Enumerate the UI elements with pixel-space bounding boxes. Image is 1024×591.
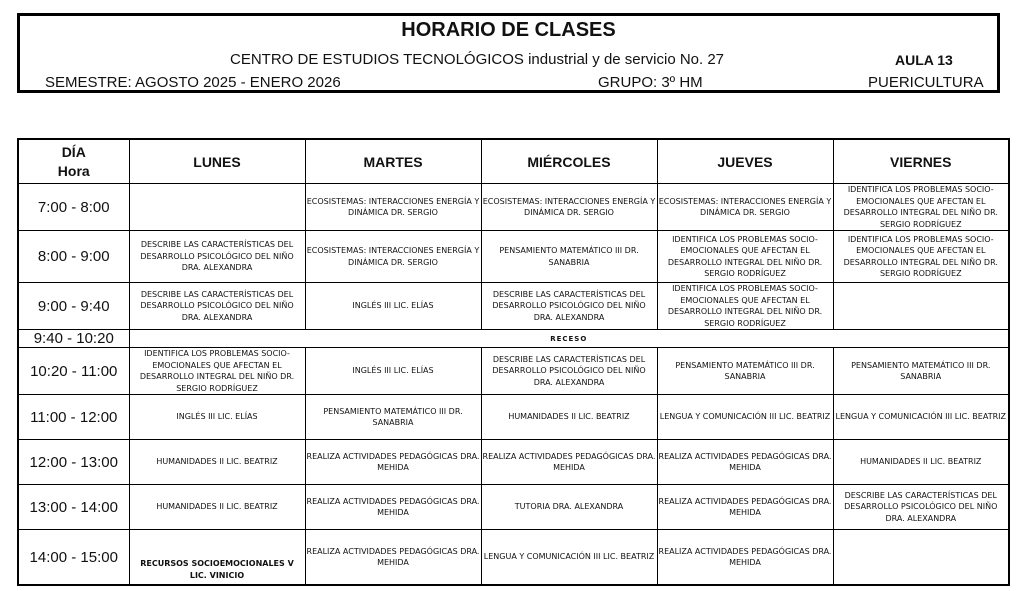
table-header-row (18, 139, 1009, 184)
class-cell: INGLÉS III LIC. ELÍAS (305, 348, 481, 395)
class-cell: PENSAMIENTO MATEMÁTICO III DR. SANABRIA (305, 395, 481, 440)
class-cell: INGLÉS III LIC. ELÍAS (129, 395, 305, 440)
class-cell: DESCRIBE LAS CARACTERÍSTICAS DEL DESARROLLO PSICOLÓGICO DEL NIÑO DRA. ALEXANDRA (129, 283, 305, 330)
class-cell: REALIZA ACTIVIDADES PEDAGÓGICAS DRA. MEHIDA (481, 440, 657, 485)
class-cell (833, 530, 1009, 586)
table-row (18, 283, 1009, 330)
school-name: CENTRO DE ESTUDIOS TECNOLÓGICOS industrial y de servicio No. 27 (230, 51, 725, 68)
class-cell: HUMANIDADES II LIC. BEATRIZ (129, 485, 305, 530)
time-slot: 10:20 - 11:00 (18, 348, 129, 395)
day-header-friday: VIERNES (833, 139, 1009, 184)
class-cell: HUMANIDADES II LIC. BEATRIZ (129, 440, 305, 485)
schedule-header (17, 13, 1000, 93)
day-header-thursday: JUEVES (657, 139, 833, 184)
time-slot: 12:00 - 13:00 (18, 440, 129, 485)
day-header-monday: LUNES (129, 139, 305, 184)
time-slot: 11:00 - 12:00 (18, 395, 129, 440)
class-cell: PENSAMIENTO MATEMÁTICO III DR. SANABRIA (833, 348, 1009, 395)
class-cell: ECOSISTEMAS: INTERACCIONES ENERGÍA Y DINÁMICA DR. SERGIO (305, 184, 481, 231)
page-title: HORARIO DE CLASES (401, 19, 616, 41)
time-slot: 9:40 - 10:20 (18, 330, 129, 348)
time-slot: 9:00 - 9:40 (18, 283, 129, 330)
receso-row (18, 330, 1009, 348)
day-header-wednesday: MIÉRCOLES (481, 139, 657, 184)
class-cell: IDENTIFICA LOS PROBLEMAS SOCIO-EMOCIONALES QUE AFECTAN EL DESARROLLO INTEGRAL DEL NIÑO DR. SERGIO RODRÍGUEZ (657, 231, 833, 283)
group-label: GRUPO: 3º HM (598, 74, 703, 91)
class-cell: IDENTIFICA LOS PROBLEMAS SOCIO-EMOCIONALES QUE AFECTAN EL DESARROLLO INTEGRAL DEL NIÑO DR. SERGIO RODRÍGUEZ (833, 184, 1009, 231)
class-cell: INGLÉS III LIC. ELÍAS (305, 283, 481, 330)
time-slot: 14:00 - 15:00 (18, 530, 129, 586)
table-row (18, 184, 1009, 231)
class-cell: REALIZA ACTIVIDADES PEDAGÓGICAS DRA. MEHIDA (305, 440, 481, 485)
class-cell: HUMANIDADES II LIC. BEATRIZ (481, 395, 657, 440)
class-cell: REALIZA ACTIVIDADES PEDAGÓGICAS DRA. MEHIDA (657, 440, 833, 485)
table-row (18, 440, 1009, 485)
class-cell: RECURSOS SOCIOEMOCIONALES V LIC. VINICIO (129, 530, 305, 586)
class-cell: PENSAMIENTO MATEMÁTICO III DR. SANABRIA (481, 231, 657, 283)
table-row (18, 530, 1009, 586)
class-cell: ECOSISTEMAS: INTERACCIONES ENERGÍA Y DINÁMICA DR. SERGIO (481, 184, 657, 231)
semester-label: SEMESTRE: AGOSTO 2025 - ENERO 2026 (45, 74, 341, 91)
class-cell: LENGUA Y COMUNICACIÓN III LIC. BEATRIZ (833, 395, 1009, 440)
time-slot: 8:00 - 9:00 (18, 231, 129, 283)
class-cell: IDENTIFICA LOS PROBLEMAS SOCIO-EMOCIONALES QUE AFECTAN EL DESARROLLO INTEGRAL DEL NIÑO DR. SERGIO RODRÍGUEZ (129, 348, 305, 395)
hour-label: Hora (57, 162, 90, 179)
time-slot: 7:00 - 8:00 (18, 184, 129, 231)
table-row (18, 231, 1009, 283)
class-cell: DESCRIBE LAS CARACTERÍSTICAS DEL DESARROLLO PSICOLÓGICO DEL NIÑO DRA. ALEXANDRA (481, 283, 657, 330)
classroom-label: AULA 13 (895, 52, 953, 68)
class-cell: REALIZA ACTIVIDADES PEDAGÓGICAS DRA. MEHIDA (657, 530, 833, 586)
table-row (18, 348, 1009, 395)
class-cell: DESCRIBE LAS CARACTERÍSTICAS DEL DESARROLLO PSICOLÓGICO DEL NIÑO DRA. ALEXANDRA (833, 485, 1009, 530)
class-cell (129, 184, 305, 231)
class-cell: PENSAMIENTO MATEMÁTICO III DR. SANABRIA (657, 348, 833, 395)
class-cell: REALIZA ACTIVIDADES PEDAGÓGICAS DRA. MEHIDA (305, 485, 481, 530)
day-label: DÍA (61, 143, 86, 160)
schedule-table (17, 138, 1010, 586)
class-cell: LENGUA Y COMUNICACIÓN III LIC. BEATRIZ (481, 530, 657, 586)
class-cell: DESCRIBE LAS CARACTERÍSTICAS DEL DESARROLLO PSICOLÓGICO DEL NIÑO DRA. ALEXANDRA (481, 348, 657, 395)
class-cell: DESCRIBE LAS CARACTERÍSTICAS DEL DESARROLLO PSICOLÓGICO DEL NIÑO DRA. ALEXANDRA (129, 231, 305, 283)
class-cell: IDENTIFICA LOS PROBLEMAS SOCIO-EMOCIONALES QUE AFECTAN EL DESARROLLO INTEGRAL DEL NIÑO DR. SERGIO RODRÍGUEZ (657, 283, 833, 330)
class-cell: HUMANIDADES II LIC. BEATRIZ (833, 440, 1009, 485)
specialty-label: PUERICULTURA (868, 74, 984, 91)
class-cell: REALIZA ACTIVIDADES PEDAGÓGICAS DRA. MEHIDA (657, 485, 833, 530)
day-header-tuesday: MARTES (305, 139, 481, 184)
time-slot: 13:00 - 14:00 (18, 485, 129, 530)
class-cell: LENGUA Y COMUNICACIÓN III LIC. BEATRIZ (657, 395, 833, 440)
class-cell: ECOSISTEMAS: INTERACCIONES ENERGÍA Y DINÁMICA DR. SERGIO (657, 184, 833, 231)
day-hour-header (18, 139, 129, 184)
table-row (18, 395, 1009, 440)
class-cell: IDENTIFICA LOS PROBLEMAS SOCIO-EMOCIONALES QUE AFECTAN EL DESARROLLO INTEGRAL DEL NIÑO DR. SERGIO RODRÍGUEZ (833, 231, 1009, 283)
class-cell (833, 283, 1009, 330)
receso-cell: RECESO (129, 330, 1009, 348)
table-row (18, 485, 1009, 530)
class-cell: REALIZA ACTIVIDADES PEDAGÓGICAS DRA. MEHIDA (305, 530, 481, 586)
class-cell: ECOSISTEMAS: INTERACCIONES ENERGÍA Y DINÁMICA DR. SERGIO (305, 231, 481, 283)
class-cell: TUTORIA DRA. ALEXANDRA (481, 485, 657, 530)
